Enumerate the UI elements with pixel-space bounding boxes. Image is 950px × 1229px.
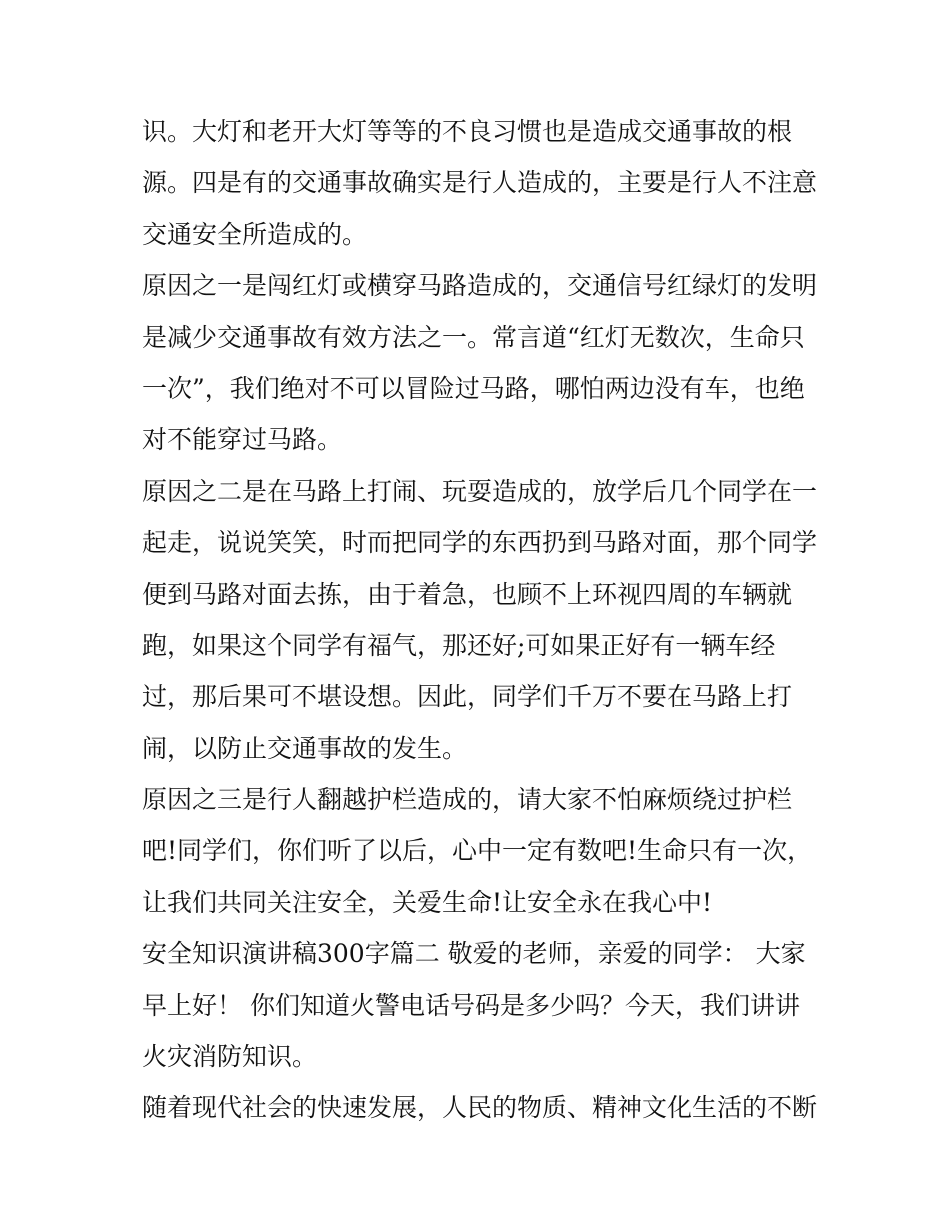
text-line: 安全知识演讲稿300字篇二 敬爱的老师，亲爱的同学： 大家: [142, 939, 806, 969]
text-line: 早上好！ 你们知道火警电话号码是多少吗？今天，我们讲讲: [142, 990, 800, 1020]
document-body: [142, 106, 832, 1134]
text-line: 识。大灯和老开大灯等等的不良习惯也是造成交通事故的根: [142, 117, 793, 146]
text-line: 随着现代社会的快速发展，人民的物质、精神文化生活的不断: [142, 1093, 818, 1123]
text-line: 过，那后果可不堪设想。因此，同学们千万不要在马路上打: [142, 682, 793, 712]
text-line: 源。四是有的交通事故确实是行人造成的，主要是行人不注意: [142, 168, 818, 198]
text-line: 让我们共同关注安全，关爱生命!让安全永在我心中!: [142, 887, 713, 917]
text-line: 一次”，我们绝对不可以冒险过马路，哪怕两边没有车，也绝: [142, 373, 805, 403]
text-line: 吧!同学们，你们听了以后，心中一定有数吧!生命只有一次，: [142, 836, 813, 866]
text-line: 交通安全所造成的。: [142, 219, 368, 249]
text-line: 跑，如果这个同学有福气，那还好;可如果正好有一辆车经: [142, 630, 776, 660]
text-line: 是减少交通事故有效方法之一。常言道“红灯无数次，生命只: [142, 322, 805, 352]
text-line: 起走，说说笑笑，时而把同学的东西扔到马路对面，那个同学: [142, 528, 818, 558]
text-line: 闹，以防止交通事故的发生。: [142, 733, 468, 763]
text-line: 火灾消防知识。: [142, 1042, 318, 1072]
text-line: 原因之三是行人翻越护栏造成的，请大家不怕麻烦绕过护栏: [142, 785, 793, 815]
text-line: 便到马路对面去拣，由于着急，也顾不上环视四周的车辆就: [142, 579, 793, 609]
text-line: 原因之二是在马路上打闹、玩耍造成的，放学后几个同学在一: [142, 476, 818, 506]
text-line: 原因之一是闯红灯或横穿马路造成的，交通信号红绿灯的发明: [142, 271, 818, 301]
text-line: 对不能穿过马路。: [142, 425, 343, 455]
